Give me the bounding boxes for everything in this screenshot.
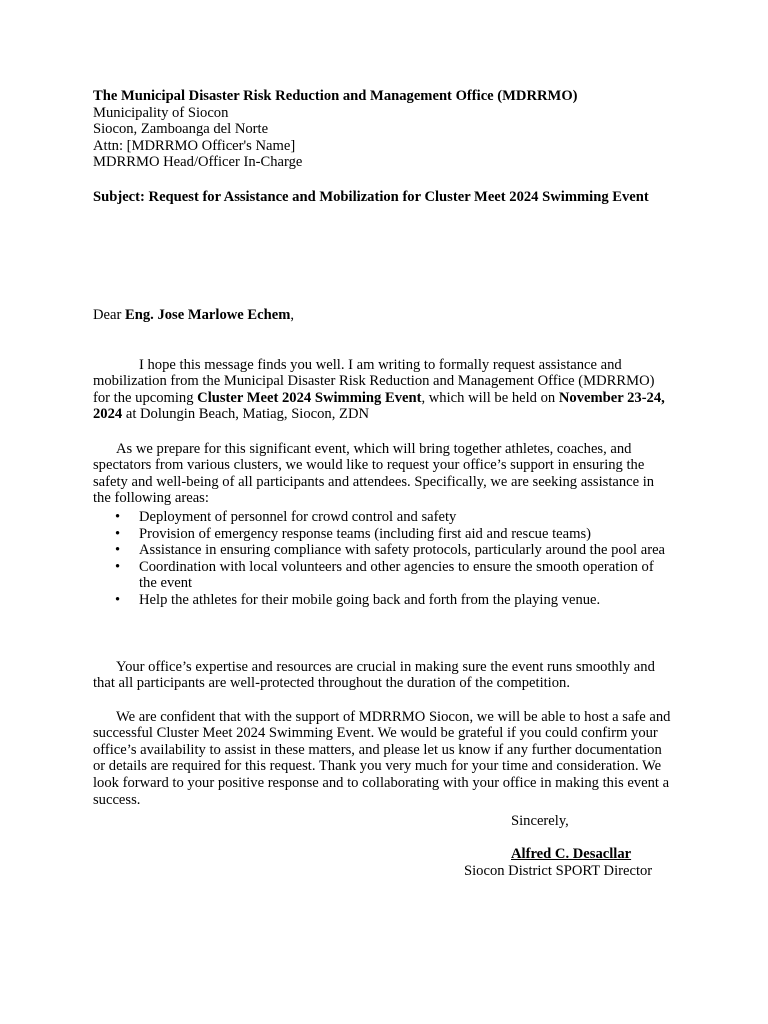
signatory-title: Siocon District SPORT Director [464, 863, 653, 879]
list-item: • Help the athletes for their mobile going back and forth from the playing venue. [93, 592, 673, 609]
salutation-suffix: , [290, 307, 295, 323]
recipient-municipality: Municipality of Siocon [93, 104, 229, 121]
request-list [93, 509, 673, 609]
paragraph-preparation [93, 441, 673, 507]
paragraph-confidence [93, 709, 673, 809]
list-item: • Assistance in ensuring compliance with safety protocols, particularly around the pool area [93, 542, 673, 559]
intro-date: November 23-24, 2024 [93, 389, 665, 423]
intro-text-c: at Dolungin Beach, Matiag, Siocon, ZDN [122, 406, 370, 423]
confidence-text: We are confident that with the support of MDRRMO Siocon, we will be able to host a safe and successful Cluster Meet 2024 Swimming Event. We would be grateful if you could confirm your office’s availability to assist in these matters, and please let us know if any further documentation or details are required for this request. Thank you very much for your time and consideration. We look forward to your positive response and to collaborating with your office in making this event a success. [93, 708, 671, 808]
recipient-office: The Municipal Disaster Risk Reduction and Management Office (MDRRMO) [93, 88, 578, 104]
expertise-text: Your office’s expertise and resources are crucial in making sure the event runs smoothly and that all participants are well-protected throughout the duration of the competition. [93, 658, 655, 692]
salutation [93, 307, 673, 324]
recipient-location: Siocon, Zamboanga del Norte [93, 121, 269, 138]
closing: Sincerely, [511, 813, 569, 829]
salutation-prefix: Dear [93, 307, 126, 323]
intro-text-a: I hope this message finds you well. I am writing to formally request assistance and mobilization from the Municipal Disaster Risk Reduction and Management Office (MDRRMO) for the upcoming [93, 356, 655, 406]
recipient-address [93, 88, 673, 171]
list-item: • Deployment of personnel for crowd control and safety [93, 509, 673, 526]
list-item: • Provision of emergency response teams (including first aid and rescue teams) [93, 526, 673, 543]
signatory-name: Alfred C. Desacllar [511, 846, 632, 862]
subject-line: Subject: Request for Assistance and Mobilization for Cluster Meet 2024 Swimming Event [93, 189, 649, 205]
preparation-text: As we prepare for this significant event, which will bring together athletes, coaches, and spectators from various clusters, we would like to request your office’s support in ensuring the safety and well-being of all participants and attendees. Specifically, we are seeking assistance in the following areas: [93, 440, 655, 507]
paragraph-expertise [93, 659, 673, 692]
salutation-name: Eng. Jose Marlowe Echem [125, 307, 291, 323]
paragraph-intro [93, 357, 673, 423]
recipient-role: MDRRMO Head/Officer In-Charge [93, 154, 303, 171]
list-item: • Coordination with local volunteers and other agencies to ensure the smooth operation of the event [93, 559, 673, 592]
recipient-attn: Attn: [MDRRMO Officer's Name] [93, 137, 296, 154]
intro-text-b: , which will be held on [421, 389, 559, 406]
intro-event: Cluster Meet 2024 Swimming Event [197, 389, 422, 406]
